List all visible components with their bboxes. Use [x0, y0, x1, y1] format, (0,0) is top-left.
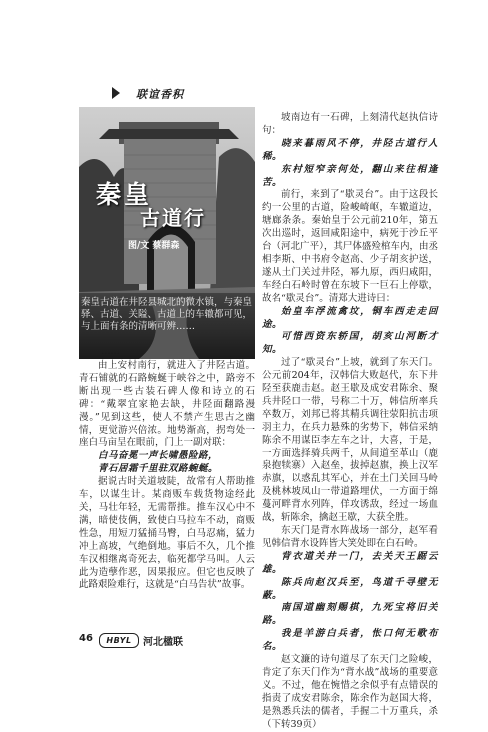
photo-caption: 秦皇古道在井陉县城北的微水镇，与秦皇驿、古道、关隘、古道上的车辙都可见，与上面有条的清晰可辨……	[81, 297, 253, 332]
triangle-icon	[112, 87, 120, 99]
poem-line: 始皇车浮流禽坟，铜车西走走回途。	[262, 305, 438, 330]
article-title	[96, 175, 226, 230]
paragraph: 过了“歇灵台”上坡，就到了东天门。公元前204年，汉韩信大败赵代，东下井陉至获鹿击赵。赵王歇及成安君陈余、聚兵井陉口一带，号称二十万，韩信所率兵卒数万，刘邦已将其精兵调往荥阳抗击项羽主力，在兵力悬殊的劣势下，韩信采纳陈余不用谋臣李左车之计，大喜，于是，一方面选择骑兵两千，从间道至革山（鹿泉抱犊寨）入赵垒，拔掉赵旗，换上汉军赤旗，以惑乱其军心，并在土门关回马岭及桃林坡凤山一带道路埋伏，一方面于绵蔓河畔背水列阵，佯攻诱敌，经过一场血战，斩陈余，擒赵王歇，大获全胜。	[262, 357, 438, 524]
paragraph: 东天门是背水阵战场一部分，赵军看见韩信背水设阵皆大笑处即在白石岭。	[262, 525, 438, 549]
poem-line: 晓来暮雨风不停，井陉古道行人稀。	[262, 137, 438, 162]
poem-line: 可惜西资东轿国，胡亥山河断才知。	[262, 331, 438, 356]
title-sub: 古道行	[140, 206, 206, 230]
title-main: 秦皇	[96, 180, 153, 209]
page-number: 46	[79, 633, 93, 644]
poem-line: 东村短窄亲何处，翻山来往相逢苦。	[262, 163, 438, 188]
section-title: 联谊香积	[136, 88, 184, 101]
paragraph: 由上安村南行，就进入了井陉古道。青石铺就的石路蜿蜒于峡谷之中，路旁不断出现一些古装石碑人像和诗立的石碑：“戴翠宜家艳去缺，井陉面翻路漫漫。”见到这些，使人不禁产生思古之幽情，更觉游兴倍浓。地势渐高，拐弯处一座白马亩呈在眼前，门上一副对联：	[79, 360, 255, 449]
left-column	[79, 360, 255, 591]
poem-line: 白马奋冕一声长啸愚险路，	[98, 450, 219, 462]
section-banner	[112, 85, 232, 101]
poem-line: 我是羊游白兵者，怅口何无歌布名。	[262, 628, 438, 653]
poem-line: 青石居霜千里驻双路蜿蜒。	[98, 463, 219, 475]
paragraph: 赵文濂的诗句道尽了东天门之险峻，肯定了东天门作为“背水战”战场的重要意义。不过，他在惋惜之余似乎有点错误的指责了成安君陈余，陈余作为赵国大将，是熟悉兵法的儒者，手握二十万重兵，杀（下转39页）	[262, 654, 438, 730]
paragraph: 据说古时关道坡陡，故常有人帮助推车，以谋生计。某商贩车载货物途经此关，马壮年轻，无需帮推。推车汉心中不满，暗使伎俩，致使白马拉车不动，商贩性急，用短刀猛捅马臀，白马忍痛，猛力冲上高坡，气绝倒地。事后不久，几个推车汉相继离奇死去，临死都学马叫。人云此为造孽作恶，因果报应。但它也反映了此路艰险难行，这就是“白马告状”故事。	[79, 476, 255, 591]
magazine-name: 河北楹联	[143, 637, 183, 648]
poem-line: 背衣道关井一门，去关天王踞云雄。	[262, 550, 438, 575]
magazine-logo: HBYL	[99, 633, 139, 648]
poem-line: 陈兵向赵汉兵至，鸟道千寻壁无蔽。	[262, 576, 438, 601]
paragraph: 前行，来到了“歇灵台”。由于这段长约一公里的古道，险峻崎岖，车辙道边，塘廊条条。秦始皇于公元前210年，第五次出巡时，返回咸阳途中，病死于沙丘平台（河北广平），其尸体盛殓棺车内，由丞相李斯、中书府令赵高、少子胡亥护送，遂从土门关过井陉，幂九原，西归咸阳，车经白石岭时曾在东坡下一巨石上停歇，故名“歇灵台”。清郑大进诗曰：	[262, 189, 438, 304]
article-byline: 图/文 蔡群森	[128, 241, 180, 251]
right-column	[262, 112, 438, 730]
paragraph: 坡南边有一石碑，上刻清代赵执信诗句：	[262, 112, 438, 136]
caption-ellipsis: ……	[101, 346, 120, 357]
poem-line: 南国道幽刻赐棋，九死宝将旧关路。	[262, 602, 438, 627]
page-footer	[79, 632, 279, 648]
